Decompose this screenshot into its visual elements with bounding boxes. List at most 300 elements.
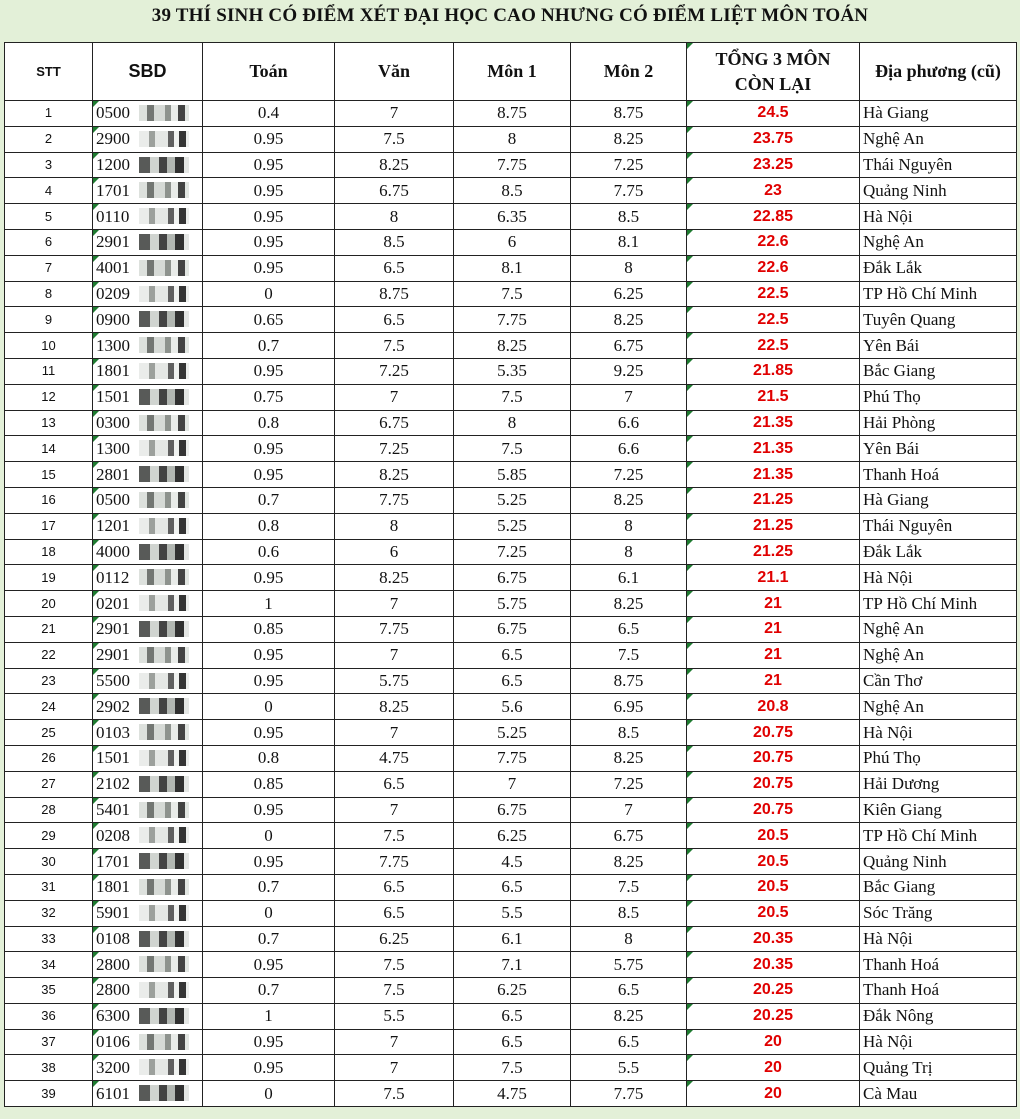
cell-mon2-text: 8.5 xyxy=(617,206,640,226)
cell-mon1-text: 6.5 xyxy=(501,1006,523,1026)
cell-sbd xyxy=(93,849,203,875)
cell-stt-text: 23 xyxy=(41,672,56,688)
cell-tong xyxy=(687,513,860,539)
cell-sbd-text: 1801 xyxy=(96,361,130,381)
cell-toan xyxy=(203,436,335,462)
cell-toan-text: 0.95 xyxy=(253,129,284,149)
cell-van xyxy=(335,720,454,746)
table-row xyxy=(5,384,1017,410)
cell-sbd-text: 4000 xyxy=(96,541,130,561)
cell-mon1 xyxy=(454,1029,571,1055)
cell-mon1 xyxy=(454,926,571,952)
cell-stt xyxy=(5,229,93,255)
cell-stt xyxy=(5,513,93,539)
cell-stt-text: 11 xyxy=(41,363,56,379)
cell-dia-phuong xyxy=(860,900,1017,926)
cell-mon1 xyxy=(454,823,571,849)
cell-toan-text: 0.95 xyxy=(253,1032,284,1052)
cell-mon2-text: 8.25 xyxy=(613,593,644,613)
cell-toan-text: 0.95 xyxy=(253,1057,284,1077)
cell-dia-phuong-text: Hải Dương xyxy=(863,774,940,794)
cell-mon2-text: 8.25 xyxy=(613,490,644,510)
cell-stt xyxy=(5,797,93,823)
cell-van xyxy=(335,874,454,900)
cell-mon2-text: 7 xyxy=(624,387,633,407)
cell-stt xyxy=(5,307,93,333)
cell-toan xyxy=(203,745,335,771)
cell-van-text: 7 xyxy=(389,1057,399,1077)
cell-van xyxy=(335,1003,454,1029)
cell-sbd-text: 0106 xyxy=(96,1032,130,1052)
cell-mon1-text: 6.35 xyxy=(497,206,527,226)
cell-van-text: 7.5 xyxy=(383,954,405,974)
cell-sbd-text: 0500 xyxy=(96,490,130,510)
cell-toan-text: 0.4 xyxy=(257,103,280,123)
cell-toan-text: 0.8 xyxy=(257,412,280,432)
cell-dia-phuong-text: Hà Nội xyxy=(863,722,913,742)
cell-mon2 xyxy=(571,462,687,488)
cell-mon2-text: 5.75 xyxy=(613,954,644,974)
cell-toan xyxy=(203,952,335,978)
redacted-digits xyxy=(139,982,189,998)
cell-toan-text: 0.95 xyxy=(253,180,284,200)
cell-van-text: 6.5 xyxy=(383,258,405,278)
cell-tong-text: 21 xyxy=(764,620,782,638)
header-van: Văn xyxy=(335,43,454,101)
cell-mon2 xyxy=(571,823,687,849)
table-row xyxy=(5,900,1017,926)
cell-mon1-text: 6.5 xyxy=(501,1032,523,1052)
cell-stt xyxy=(5,333,93,359)
cell-dia-phuong xyxy=(860,410,1017,436)
cell-dia-phuong xyxy=(860,204,1017,230)
cell-tong-text: 22.5 xyxy=(757,284,789,302)
cell-mon1 xyxy=(454,487,571,513)
cell-tong-text: 21 xyxy=(764,671,782,689)
cell-sbd-text: 1300 xyxy=(96,335,130,355)
cell-sbd-text: 1200 xyxy=(96,154,130,174)
cell-mon1-text: 4.5 xyxy=(501,851,523,871)
cell-mon2-text: 7.75 xyxy=(613,180,644,200)
cell-tong xyxy=(687,1081,860,1107)
cell-tong-text: 20.5 xyxy=(757,904,789,922)
cell-dia-phuong xyxy=(860,616,1017,642)
cell-dia-phuong-text: TP Hồ Chí Minh xyxy=(863,283,978,303)
cell-tong xyxy=(687,333,860,359)
cell-stt-text: 15 xyxy=(41,466,56,482)
cell-mon2-text: 8 xyxy=(624,541,633,561)
cell-dia-phuong xyxy=(860,1029,1017,1055)
cell-mon2 xyxy=(571,101,687,127)
cell-dia-phuong xyxy=(860,642,1017,668)
cell-mon2-text: 5.5 xyxy=(617,1057,640,1077)
cell-sbd xyxy=(93,1003,203,1029)
cell-sbd-text: 2800 xyxy=(96,980,130,1000)
cell-dia-phuong xyxy=(860,565,1017,591)
redacted-digits xyxy=(139,157,189,173)
cell-sbd xyxy=(93,900,203,926)
redacted-digits xyxy=(139,1085,189,1101)
cell-toan xyxy=(203,410,335,436)
cell-stt-text: 2 xyxy=(44,131,53,147)
cell-stt-text: 24 xyxy=(41,698,56,714)
cell-dia-phuong xyxy=(860,591,1017,617)
cell-stt-text: 32 xyxy=(41,905,56,921)
cell-mon1 xyxy=(454,565,571,591)
cell-van-text: 7.5 xyxy=(383,825,405,845)
cell-stt xyxy=(5,694,93,720)
cell-toan xyxy=(203,358,335,384)
cell-dia-phuong xyxy=(860,926,1017,952)
cell-sbd-text: 1701 xyxy=(96,180,130,200)
cell-van-text: 7.75 xyxy=(379,490,409,510)
cell-stt-text: 17 xyxy=(41,518,56,534)
cell-van xyxy=(335,616,454,642)
cell-van xyxy=(335,410,454,436)
table-row xyxy=(5,823,1017,849)
cell-stt xyxy=(5,178,93,204)
cell-toan xyxy=(203,307,335,333)
cell-toan xyxy=(203,1003,335,1029)
header-sbd: SBD xyxy=(93,43,203,101)
cell-mon2 xyxy=(571,384,687,410)
cell-tong-text: 22.5 xyxy=(757,336,789,354)
cell-mon1-text: 6.1 xyxy=(501,928,523,948)
cell-stt xyxy=(5,849,93,875)
redacted-digits xyxy=(139,827,189,843)
redacted-digits xyxy=(139,879,189,895)
cell-tong xyxy=(687,410,860,436)
table-row xyxy=(5,797,1017,823)
cell-dia-phuong xyxy=(860,720,1017,746)
redacted-digits xyxy=(139,724,189,740)
cell-mon2-text: 8.5 xyxy=(617,722,640,742)
cell-van xyxy=(335,745,454,771)
cell-tong xyxy=(687,565,860,591)
cell-tong-text: 21.25 xyxy=(752,491,794,509)
cell-tong-text: 20.5 xyxy=(757,852,789,870)
cell-sbd-text: 5401 xyxy=(96,799,130,819)
cell-mon2 xyxy=(571,771,687,797)
cell-van-text: 7.25 xyxy=(379,438,409,458)
cell-stt-text: 29 xyxy=(41,827,56,843)
cell-mon1 xyxy=(454,281,571,307)
cell-stt-text: 19 xyxy=(41,569,56,585)
cell-tong xyxy=(687,745,860,771)
cell-dia-phuong-text: Hà Nội xyxy=(863,206,913,226)
cell-sbd xyxy=(93,616,203,642)
table-row xyxy=(5,874,1017,900)
cell-van-text: 6.5 xyxy=(383,774,405,794)
cell-mon2 xyxy=(571,126,687,152)
cell-dia-phuong xyxy=(860,101,1017,127)
redacted-digits xyxy=(139,311,189,327)
redacted-digits xyxy=(139,466,189,482)
cell-van xyxy=(335,1029,454,1055)
table-row xyxy=(5,410,1017,436)
cell-mon2-text: 6.75 xyxy=(613,335,644,355)
redacted-digits xyxy=(139,518,189,534)
cell-mon1 xyxy=(454,978,571,1004)
cell-mon2 xyxy=(571,255,687,281)
cell-mon2-text: 6.5 xyxy=(617,1032,640,1052)
table-row xyxy=(5,229,1017,255)
cell-mon2 xyxy=(571,849,687,875)
cell-mon2 xyxy=(571,720,687,746)
cell-mon1 xyxy=(454,358,571,384)
cell-toan-text: 0 xyxy=(264,903,273,923)
cell-van xyxy=(335,255,454,281)
cell-van xyxy=(335,1081,454,1107)
cell-stt-text: 5 xyxy=(44,208,53,224)
cell-stt-text: 14 xyxy=(41,440,56,456)
cell-stt xyxy=(5,978,93,1004)
cell-tong-text: 21.35 xyxy=(752,439,794,457)
cell-dia-phuong-text: Sóc Trăng xyxy=(863,903,933,923)
cell-mon2-text: 7 xyxy=(624,799,633,819)
cell-dia-phuong-text: Bắc Giang xyxy=(863,361,936,381)
cell-sbd xyxy=(93,487,203,513)
cell-tong-text: 20.75 xyxy=(752,800,794,818)
cell-dia-phuong-text: TP Hồ Chí Minh xyxy=(863,825,978,845)
cell-mon1-text: 7.5 xyxy=(501,1057,523,1077)
table-body xyxy=(5,101,1017,1107)
cell-toan xyxy=(203,591,335,617)
cell-dia-phuong-text: Hải Phòng xyxy=(863,412,936,432)
header-toan: Toán xyxy=(203,43,335,101)
cell-sbd xyxy=(93,952,203,978)
cell-dia-phuong-text: Hà Giang xyxy=(863,490,929,510)
cell-tong xyxy=(687,152,860,178)
cell-van xyxy=(335,849,454,875)
cell-tong xyxy=(687,668,860,694)
cell-tong xyxy=(687,823,860,849)
cell-dia-phuong xyxy=(860,255,1017,281)
cell-mon1-text: 5.75 xyxy=(497,593,527,613)
header-mon1: Môn 1 xyxy=(454,43,571,101)
cell-toan xyxy=(203,874,335,900)
cell-sbd xyxy=(93,1029,203,1055)
cell-sbd xyxy=(93,642,203,668)
cell-sbd xyxy=(93,771,203,797)
cell-stt xyxy=(5,126,93,152)
cell-mon1 xyxy=(454,771,571,797)
cell-mon1-text: 5.25 xyxy=(497,490,527,510)
cell-toan xyxy=(203,668,335,694)
cell-sbd xyxy=(93,281,203,307)
cell-toan xyxy=(203,229,335,255)
cell-dia-phuong-text: Đắk Lắk xyxy=(863,541,923,561)
cell-toan xyxy=(203,333,335,359)
cell-sbd xyxy=(93,668,203,694)
cell-stt xyxy=(5,874,93,900)
cell-mon2-text: 6.25 xyxy=(613,283,644,303)
cell-van-text: 8.25 xyxy=(379,464,409,484)
cell-tong xyxy=(687,952,860,978)
cell-stt xyxy=(5,1081,93,1107)
cell-tong-text: 23 xyxy=(764,181,782,199)
cell-tong-text: 23.25 xyxy=(752,155,794,173)
cell-mon2 xyxy=(571,1029,687,1055)
cell-mon2-text: 7.75 xyxy=(613,1083,644,1103)
cell-dia-phuong xyxy=(860,539,1017,565)
cell-dia-phuong xyxy=(860,513,1017,539)
cell-toan xyxy=(203,384,335,410)
cell-mon2-text: 8.25 xyxy=(613,1006,644,1026)
cell-mon2-text: 6.1 xyxy=(617,567,640,587)
cell-tong-text: 20.75 xyxy=(752,723,794,741)
cell-van-text: 7 xyxy=(389,1032,399,1052)
cell-dia-phuong-text: Nghệ An xyxy=(863,696,924,716)
cell-toan-text: 0.95 xyxy=(253,438,284,458)
cell-toan xyxy=(203,565,335,591)
cell-sbd xyxy=(93,358,203,384)
cell-tong xyxy=(687,1029,860,1055)
cell-sbd-text: 1801 xyxy=(96,877,130,897)
cell-dia-phuong xyxy=(860,745,1017,771)
cell-tong-text: 20.75 xyxy=(752,775,794,793)
cell-tong-text: 24.5 xyxy=(757,104,789,122)
cell-toan xyxy=(203,462,335,488)
cell-stt xyxy=(5,565,93,591)
cell-van xyxy=(335,358,454,384)
table-row xyxy=(5,565,1017,591)
cell-stt xyxy=(5,668,93,694)
cell-van xyxy=(335,384,454,410)
cell-dia-phuong-text: Hà Nội xyxy=(863,567,913,587)
cell-tong-text: 21.25 xyxy=(752,517,794,535)
cell-tong xyxy=(687,436,860,462)
cell-van xyxy=(335,797,454,823)
table-row xyxy=(5,152,1017,178)
cell-dia-phuong xyxy=(860,281,1017,307)
cell-mon2-text: 7.25 xyxy=(613,774,644,794)
cell-stt xyxy=(5,823,93,849)
cell-tong-text: 20.25 xyxy=(752,981,794,999)
cell-mon1 xyxy=(454,797,571,823)
cell-mon2 xyxy=(571,978,687,1004)
redacted-digits xyxy=(139,698,189,714)
cell-tong-text: 22.85 xyxy=(752,207,794,225)
cell-stt xyxy=(5,642,93,668)
cell-van xyxy=(335,101,454,127)
cell-tong-text: 20.25 xyxy=(752,1007,794,1025)
cell-tong xyxy=(687,1055,860,1081)
cell-van xyxy=(335,307,454,333)
cell-stt-text: 6 xyxy=(44,234,53,250)
cell-mon1 xyxy=(454,668,571,694)
cell-mon2 xyxy=(571,900,687,926)
cell-mon1-text: 6.5 xyxy=(501,670,523,690)
table-row xyxy=(5,178,1017,204)
cell-toan xyxy=(203,1055,335,1081)
cell-mon1 xyxy=(454,333,571,359)
table-header xyxy=(5,43,1017,101)
cell-mon1-text: 5.6 xyxy=(501,696,523,716)
page-title: 39 THÍ SINH CÓ ĐIỂM XÉT ĐẠI HỌC CAO NHƯNG CÓ ĐIỂM LIỆT MÔN TOÁN xyxy=(151,5,869,26)
cell-stt xyxy=(5,591,93,617)
cell-dia-phuong xyxy=(860,333,1017,359)
cell-sbd xyxy=(93,229,203,255)
cell-van-text: 7 xyxy=(389,103,399,123)
cell-sbd-text: 1201 xyxy=(96,516,130,536)
cell-dia-phuong xyxy=(860,849,1017,875)
cell-dia-phuong-text: Hà Nội xyxy=(863,1032,913,1052)
cell-stt-text: 22 xyxy=(41,647,56,663)
cell-dia-phuong-text: Quảng Ninh xyxy=(863,851,947,871)
cell-stt xyxy=(5,745,93,771)
cell-sbd xyxy=(93,126,203,152)
cell-mon1-text: 8.1 xyxy=(501,258,523,278)
cell-sbd-text: 0108 xyxy=(96,928,130,948)
cell-stt-text: 18 xyxy=(41,543,56,559)
cell-sbd xyxy=(93,874,203,900)
cell-van-text: 8.25 xyxy=(379,696,409,716)
cell-tong-text: 22.6 xyxy=(757,233,789,251)
cell-mon1 xyxy=(454,410,571,436)
cell-toan-text: 0.95 xyxy=(253,670,284,690)
cell-toan xyxy=(203,539,335,565)
cell-stt xyxy=(5,410,93,436)
cell-sbd-text: 2102 xyxy=(96,774,130,794)
cell-toan-text: 0.75 xyxy=(253,387,284,407)
cell-toan xyxy=(203,204,335,230)
table-row xyxy=(5,694,1017,720)
cell-tong-text: 21.25 xyxy=(752,542,794,560)
cell-tong-text: 22.5 xyxy=(757,310,789,328)
cell-sbd-text: 1501 xyxy=(96,748,130,768)
cell-tong xyxy=(687,101,860,127)
cell-tong-text: 20.8 xyxy=(757,697,789,715)
cell-stt-text: 37 xyxy=(41,1034,56,1050)
cell-toan-text: 0 xyxy=(264,825,273,845)
cell-mon2-text: 8.75 xyxy=(613,103,644,123)
cell-tong xyxy=(687,358,860,384)
cell-dia-phuong-text: Thanh Hoá xyxy=(863,980,940,1000)
cell-toan xyxy=(203,487,335,513)
table-row xyxy=(5,720,1017,746)
cell-stt-text: 10 xyxy=(41,337,56,353)
cell-van xyxy=(335,642,454,668)
cell-toan xyxy=(203,642,335,668)
cell-toan xyxy=(203,900,335,926)
cell-toan xyxy=(203,126,335,152)
cell-tong xyxy=(687,384,860,410)
redacted-digits xyxy=(139,286,189,302)
cell-sbd-text: 0103 xyxy=(96,722,130,742)
table-row xyxy=(5,281,1017,307)
table-row xyxy=(5,616,1017,642)
cell-mon1-text: 6.5 xyxy=(501,877,523,897)
cell-van xyxy=(335,462,454,488)
cell-toan-text: 0.95 xyxy=(253,954,284,974)
table-row xyxy=(5,1029,1017,1055)
cell-sbd xyxy=(93,823,203,849)
redacted-digits xyxy=(139,337,189,353)
cell-van xyxy=(335,436,454,462)
table-row xyxy=(5,333,1017,359)
cell-mon1 xyxy=(454,694,571,720)
cell-van-text: 8.5 xyxy=(383,232,405,252)
cell-sbd xyxy=(93,384,203,410)
redacted-digits xyxy=(139,905,189,921)
cell-dia-phuong xyxy=(860,384,1017,410)
cell-toan-text: 0 xyxy=(264,283,273,303)
redacted-digits xyxy=(139,569,189,585)
results-table xyxy=(4,42,1017,1107)
cell-van-text: 6.5 xyxy=(383,309,405,329)
cell-dia-phuong-text: Yên Bái xyxy=(863,335,920,355)
